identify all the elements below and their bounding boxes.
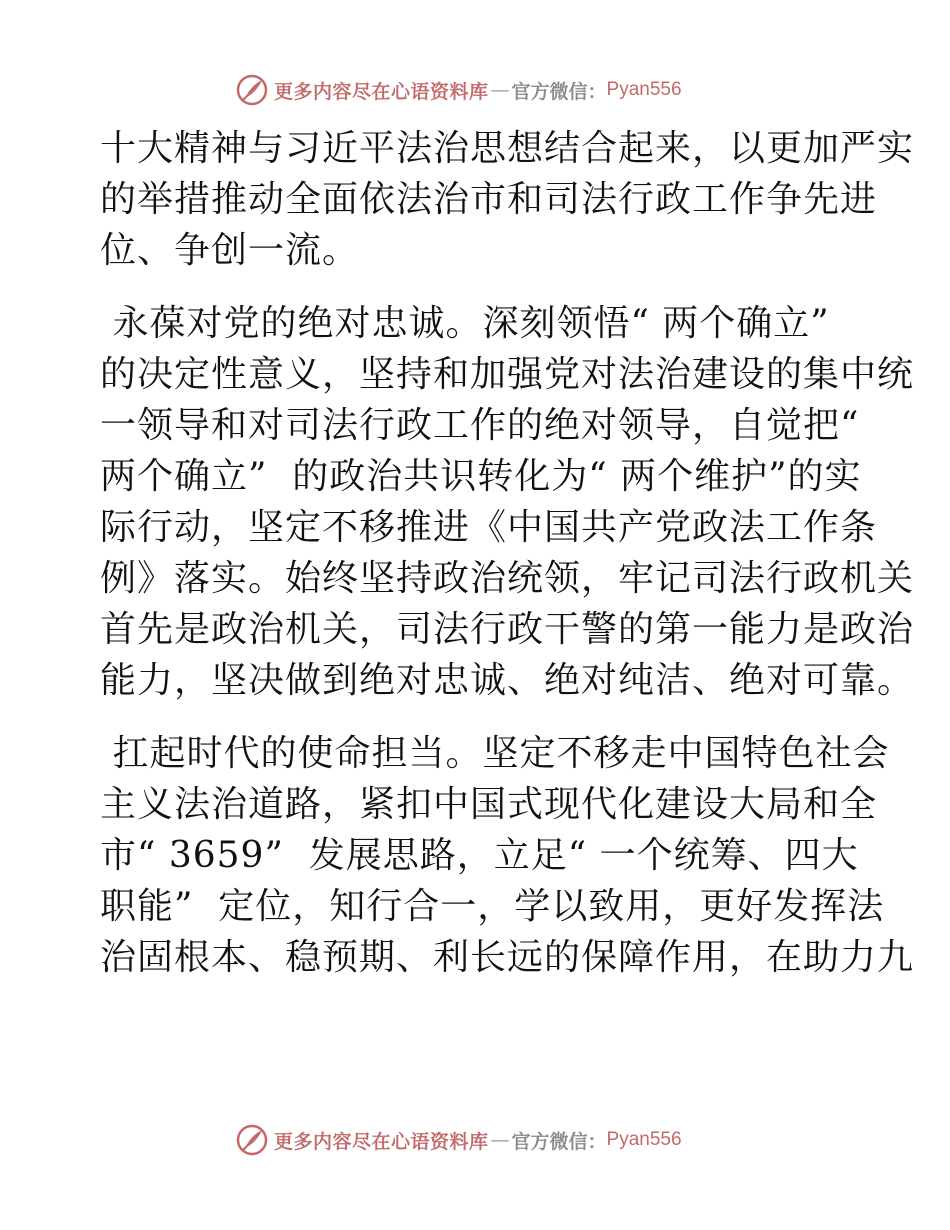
watermark-wechat-id: Pyan556 <box>606 79 682 100</box>
paragraph-1 <box>100 123 915 276</box>
text-line: 市“ 3659” 发展思路，立足“ 一个统筹、四大 <box>100 835 859 876</box>
text-line: 位、争创一流。 <box>100 230 360 271</box>
text-line: 十大精神与习近平法治思想结合起来，以更加严实 <box>100 128 915 169</box>
paragraph-2 <box>100 298 915 706</box>
text-line: 主义法治道路，紧扣中国式现代化建设大局和全 <box>100 784 878 825</box>
watermark-text: 更多内容尽在心语资料库 <box>274 80 489 103</box>
text-line: 扛起时代的使命担当。坚定不移走中国特色社会 <box>100 733 890 774</box>
document-body <box>100 123 915 983</box>
text-line: 能力，坚决做到绝对忠诚、绝对纯洁、绝对可靠。 <box>100 660 915 701</box>
watermark-wechat-label: 官方微信： <box>511 1130 607 1153</box>
text-line: 一领导和对司法行政工作的绝对领导，自觉把“ <box>100 405 860 446</box>
feather-pen-seal-icon <box>235 1123 269 1157</box>
text-line: 治固根本、稳预期、利长远的保障作用，在助力九 <box>100 937 915 978</box>
footer-watermark <box>235 1123 682 1157</box>
watermark-separator: — <box>490 79 510 101</box>
header-watermark <box>235 73 682 107</box>
watermark-wechat-label: 官方微信： <box>511 80 607 103</box>
watermark-wechat-id: Pyan556 <box>606 1129 682 1150</box>
text-line: 永葆对党的绝对忠诚。深刻领悟“ 两个确立” <box>100 303 830 344</box>
watermark-separator: — <box>490 1129 510 1151</box>
text-line: 职能” 定位，知行合一，学以致用，更好发挥法 <box>100 886 885 927</box>
feather-pen-seal-icon <box>235 73 269 107</box>
text-line: 的决定性意义，坚持和加强党对法治建设的集中统 <box>100 354 915 395</box>
text-line: 首先是政治机关，司法行政干警的第一能力是政治 <box>100 609 915 650</box>
watermark-text: 更多内容尽在心语资料库 <box>274 1130 489 1153</box>
text-line: 两个确立” 的政治共识转化为“ 两个维护”的实 <box>100 456 862 497</box>
text-line: 例》落实。始终坚持政治统领，牢记司法行政机关 <box>100 558 915 599</box>
text-line: 的举措推动全面依法治市和司法行政工作争先进 <box>100 179 878 220</box>
paragraph-3 <box>100 728 915 983</box>
text-line: 际行动，坚定不移推进《中国共产党政法工作条 <box>100 507 878 548</box>
